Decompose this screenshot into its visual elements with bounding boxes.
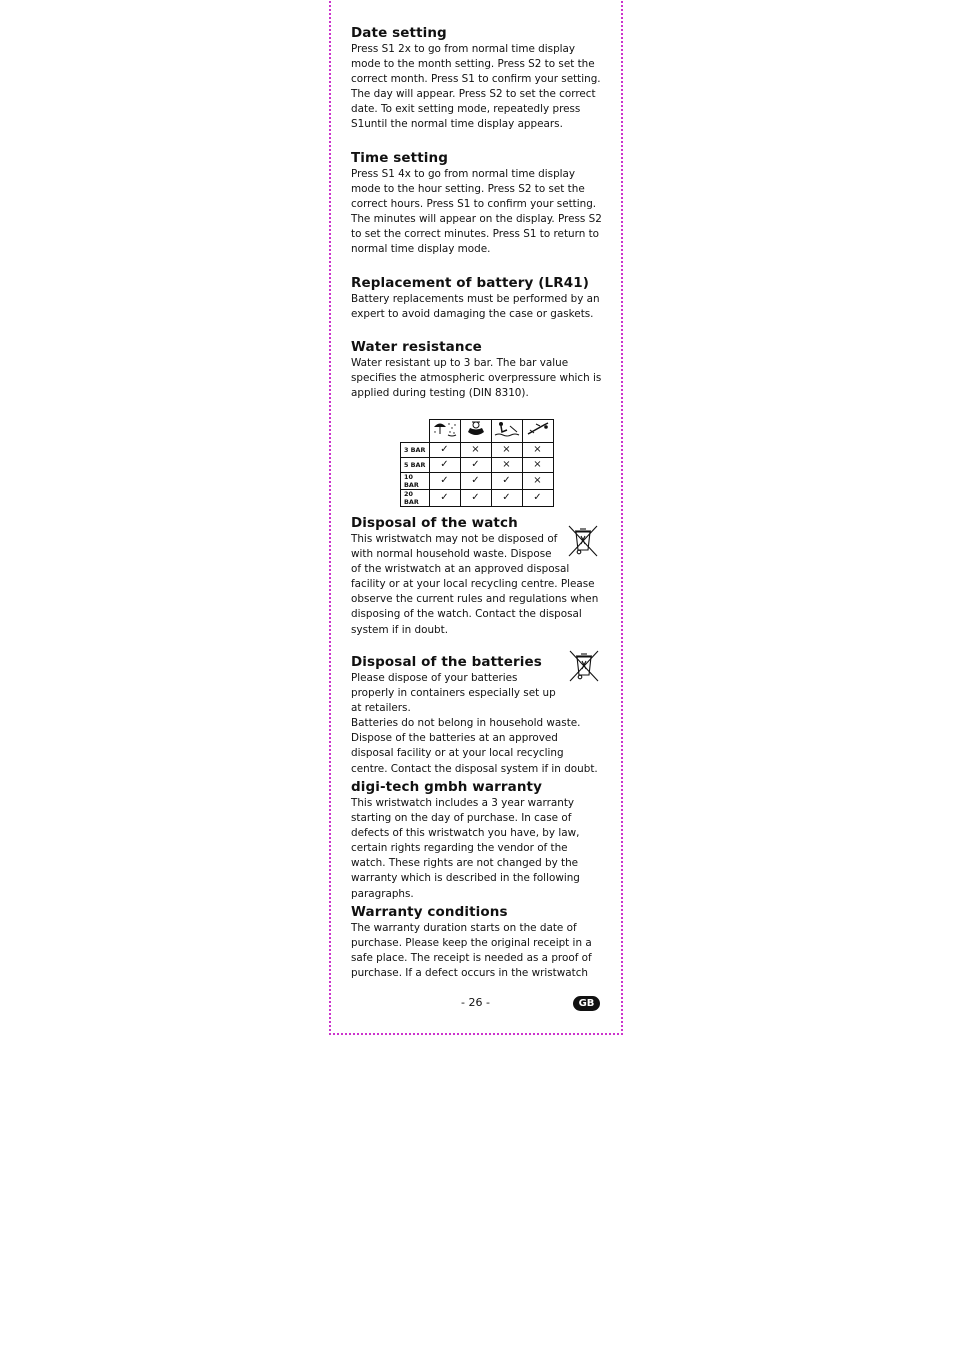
section-title: Date setting bbox=[351, 25, 447, 41]
table-cell: × bbox=[522, 443, 553, 458]
table-row bbox=[401, 458, 554, 473]
section-body: Battery replacements must be performed by an expert to avoid damaging the case or gaskets. bbox=[351, 293, 600, 321]
table-cell: ✓ bbox=[491, 473, 522, 490]
table-cell: ✓ bbox=[429, 473, 460, 490]
diving-icon bbox=[522, 420, 553, 443]
section-body: The warranty duration starts on the date of purchase. Please keep the original receipt in a safe place. The receipt is needed as a proof of purchase. If a defect occurs in the wristwatch bbox=[351, 922, 592, 980]
section-body: of the wristwatch at an approved disposal facility or at your local recycling centre. Please observe the current rules and regulations when disposing of the watch. Contact the disposal system if in doubt. bbox=[351, 563, 599, 636]
section-title: Disposal of the batteries bbox=[351, 654, 542, 670]
section-body: Press S1 4x to go from normal time display mode to the hour setting. Press S2 to set the correct hours. Press S1 to confirm your setting. The minutes will appear on the display. Press S2 to set the correct minutes. Press S1 to return to normal time display mode. bbox=[351, 168, 602, 256]
section-title: Time setting bbox=[351, 150, 448, 166]
rain-splash-icon bbox=[429, 420, 460, 443]
page-number: - 26 - bbox=[461, 996, 490, 1009]
table-cell: ✓ bbox=[429, 490, 460, 507]
row-label: 10 BAR bbox=[401, 473, 430, 490]
table-cell: × bbox=[522, 458, 553, 473]
table-corner bbox=[401, 420, 430, 443]
section-warranty bbox=[351, 778, 603, 902]
section-body-intro: This wristwatch may not be disposed of with normal household waste. Dispose bbox=[351, 533, 558, 561]
section-time-setting bbox=[351, 149, 603, 258]
section-body: Press S1 2x to go from normal time display mode to the month setting. Press S2 to set the correct month. Press S1 to confirm your setting. The day will appear. Press S2 to set the correct date. To exit setting mode, repeatedly press S1until the normal time display appears. bbox=[351, 43, 601, 131]
section-body-intro: Please dispose of your batteries properly in containers especially set up at retailers. bbox=[351, 672, 556, 715]
hand-washing-icon bbox=[460, 420, 491, 443]
table-row bbox=[401, 473, 554, 490]
section-title: Water resistance bbox=[351, 339, 482, 355]
table-cell: ✓ bbox=[460, 458, 491, 473]
table-row bbox=[401, 443, 554, 458]
table-cell: ✓ bbox=[522, 490, 553, 507]
section-title: Replacement of battery (LR41) bbox=[351, 275, 589, 291]
section-date-setting bbox=[351, 24, 603, 133]
crossed-bin-icon bbox=[566, 525, 600, 557]
section-warranty-conditions bbox=[351, 903, 603, 981]
table-cell: × bbox=[491, 443, 522, 458]
table-cell: ✓ bbox=[429, 443, 460, 458]
table-cell: ✓ bbox=[491, 490, 522, 507]
section-title: digi-tech gmbh warranty bbox=[351, 779, 542, 795]
language-badge: GB bbox=[573, 996, 600, 1011]
crossed-bin-icon bbox=[567, 650, 601, 682]
row-label: 20 BAR bbox=[401, 490, 430, 507]
section-disposal-batteries bbox=[351, 653, 603, 777]
section-body: Batteries do not belong in household waste. Dispose of the batteries at an approved disposal facility or at your local recycling centre. Contact the disposal system if in doubt. bbox=[351, 717, 598, 775]
table-cell: ✓ bbox=[460, 473, 491, 490]
table-cell: ✓ bbox=[460, 490, 491, 507]
table-cell: ✓ bbox=[429, 458, 460, 473]
table-row bbox=[401, 490, 554, 507]
swimming-icon bbox=[491, 420, 522, 443]
section-body: Water resistant up to 3 bar. The bar value specifies the atmospheric overpressure which is applied during testing (DIN 8310). bbox=[351, 357, 602, 400]
section-water-resistance bbox=[351, 338, 603, 401]
row-label: 5 BAR bbox=[401, 458, 430, 473]
table-cell: × bbox=[491, 458, 522, 473]
section-body: This wristwatch includes a 3 year warranty starting on the day of purchase. In case of defects of this wristwatch you have, by law, certain rights regarding the vendor of the watch. These rights are not changed by the warranty which is described in the following paragraphs. bbox=[351, 797, 580, 900]
table-cell: × bbox=[460, 443, 491, 458]
row-label: 3 BAR bbox=[401, 443, 430, 458]
table-cell: × bbox=[522, 473, 553, 490]
section-battery-replacement bbox=[351, 274, 603, 322]
section-title: Warranty conditions bbox=[351, 904, 508, 920]
water-resistance-table bbox=[400, 419, 554, 507]
section-title: Disposal of the watch bbox=[351, 515, 518, 531]
